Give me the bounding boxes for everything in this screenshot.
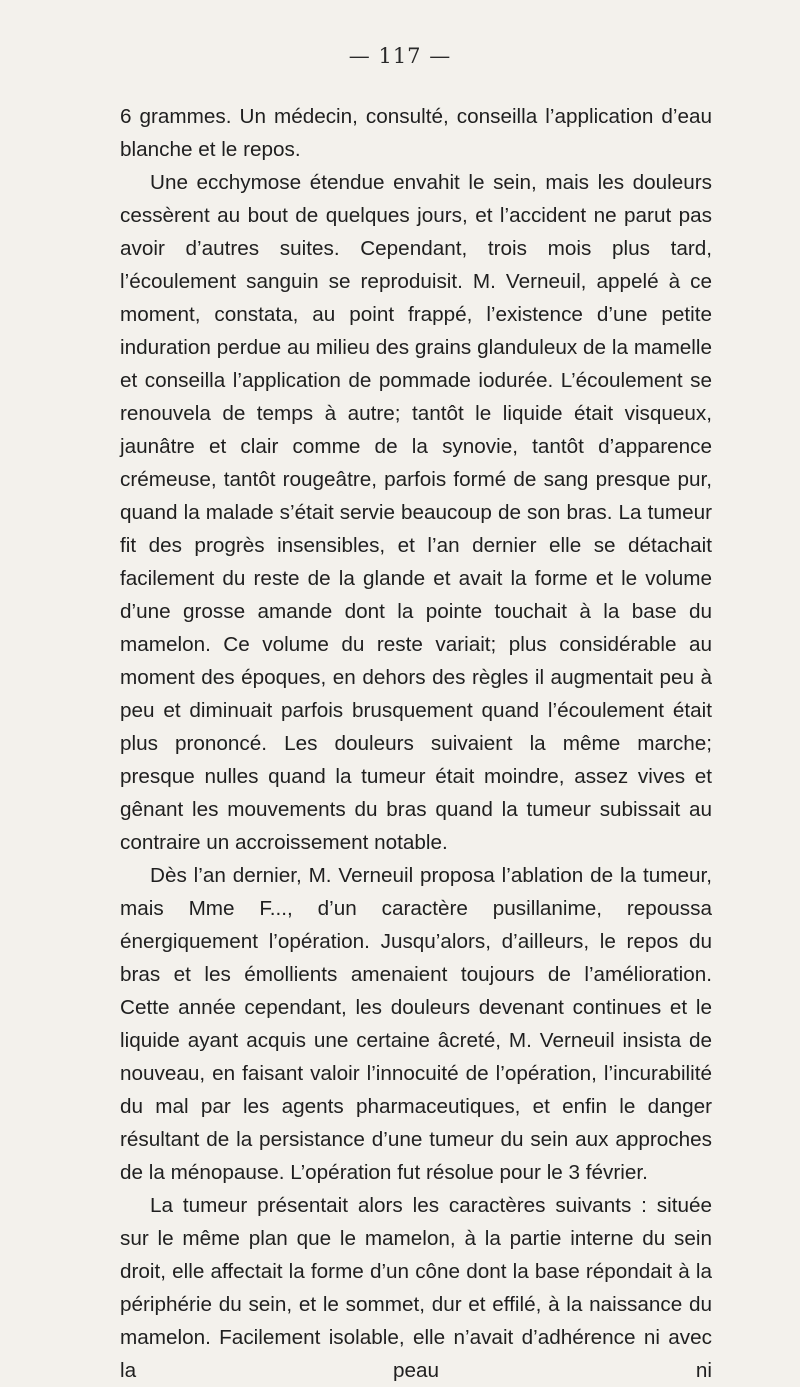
paragraph-1: 6 grammes. Un médecin, consulté, conseilla l’application d’eau blanche et le repos. <box>120 105 712 161</box>
paragraph-4: La tumeur présentait alors les caractères suivants : située sur le même plan que le mamelon, à la partie interne du sein droit, elle affectait la forme d’un cône dont la base répondait à la périphérie du sein, et le sommet, dur et effilé, à la naissance du mamelon. Facilement isolable, elle n’avait d’adhérence ni avec la peau ni <box>120 1194 712 1382</box>
paragraph-2: Une ecchymose étendue envahit le sein, mais les douleurs cessèrent au bout de quelques jours, et l’accident ne parut pas avoir d’autres suites. Cependant, trois mois plus tard, l’écoulement sanguin se reproduisit. M. Verneuil, appelé à ce moment, constata, au point frappé, l’existence d’une petite induration perdue au milieu des grains glanduleux de la mamelle et conseilla l’application de pommade iodurée. L’écoulement se renouvela de temps à autre; tantôt le liquide était visqueux, jaunâtre et clair comme de la synovie, tantôt d’apparence crémeuse, tantôt rougeâtre, parfois formé de sang presque pur, quand la malade s’était servie beaucoup de son bras. La tumeur fit des progrès insensibles, et l’an dernier elle se détachait facilement du reste de la glande et avait la forme et le volume d’une grosse amande dont la pointe touchait à la base du mamelon. Ce volume du reste variait; plus considérable au moment des époques, en dehors des règles il augmentait peu à peu et diminuait parfois brusquement quand l’écoulement était plus prononcé. Les douleurs suivaient la même marche; presque nulles quand la tumeur était moindre, assez vives et gênant les mouvements du bras quand la tumeur subissait au contraire un accroissement notable. <box>120 171 712 854</box>
body-text <box>120 100 712 1387</box>
paragraph-3: Dès l’an dernier, M. Verneuil proposa l’ablation de la tumeur, mais Mme F..., d’un caractère pusillanime, repoussa énergiquement l’opération. Jusqu’alors, d’ailleurs, le repos du bras et les émollients amenaient toujours de l’amélioration. Cette année cependant, les douleurs devenant continues et le liquide ayant acquis une certaine âcreté, M. Verneuil insista de nouveau, en faisant valoir l’innocuité de l’opération, l’incurabilité du mal par les agents pharmaceutiques, et enfin le danger résultant de la persistance d’une tumeur du sein aux approches de la ménopause. L’opération fut résolue pour le 3 février. <box>120 864 712 1184</box>
page-number: — 117 — <box>348 44 452 68</box>
